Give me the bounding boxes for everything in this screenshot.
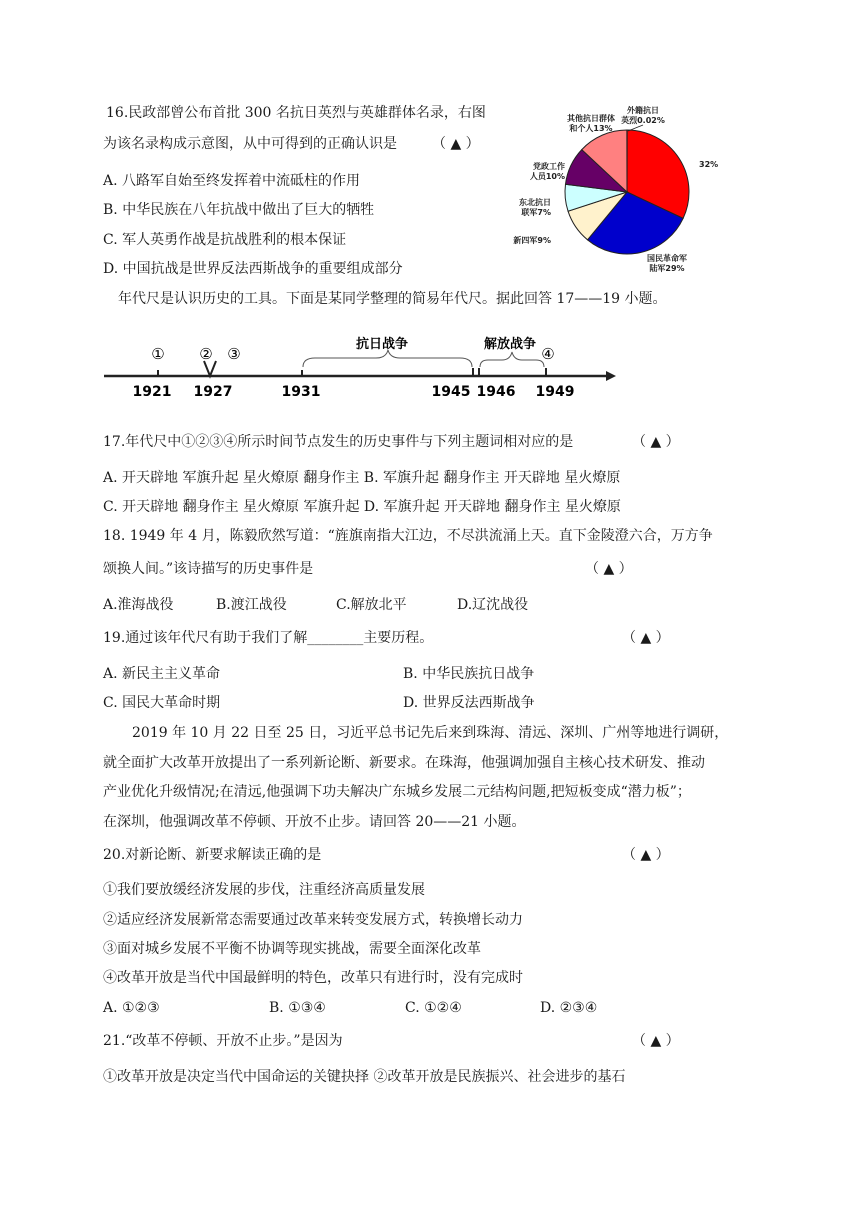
- marker-3: ③: [227, 345, 241, 363]
- q18-option-b: B.渡江战役: [216, 597, 287, 613]
- q20-option-c: C. ①②④: [405, 1000, 462, 1016]
- q16-option-a: A. 八路军自始至终发挥着中流砥柱的作用: [103, 173, 361, 189]
- q20-item-3: ③面对城乡发展不平衡不协调等现实挑战，需要全面深化改革: [103, 941, 481, 957]
- q20-item-1: ①我们要放缓经济发展的步伐，注重经济高质量发展: [103, 882, 425, 898]
- year-1927: 1927: [193, 384, 233, 400]
- q17-stem: 17.年代尺中①②③④所示时间节点发生的历史事件与下列主题词相对应的是: [103, 434, 574, 450]
- pie-label-5: 党政工作人员10%: [529, 162, 565, 181]
- q18-option-d: D.辽沈战役: [457, 597, 529, 613]
- year-1949: 1949: [535, 384, 575, 400]
- q16-stem-line2: 为该名录构成示意图，从中可得到的正确认识是: [103, 136, 397, 152]
- q19-option-a: A. 新民主主义革命: [103, 666, 221, 682]
- intro-20-21-line1: 2019 年 10 月 22 日至 25 日，习近平总书记先后来到珠海、清远、深圳、广州等地进行调研，: [132, 725, 729, 741]
- q21-answer-blank: （ ▲ ）: [632, 1033, 680, 1049]
- q20-item-4: ④改革开放是当代中国最鲜明的特色，改革只有进行时，没有完成时: [103, 970, 523, 986]
- roster-pie-chart: [505, 95, 720, 275]
- intro-20-21-line2: 就全面扩大改革开放提出了一系列新论断、新要求。在珠海，他强调加强自主核心技术研发、推动: [103, 755, 705, 771]
- pie-label-2: 国民革命军陆军29%: [647, 254, 687, 273]
- q17-answer-blank: （ ▲ ）: [632, 434, 680, 450]
- q20-answer-blank: （ ▲ ）: [622, 847, 670, 863]
- tick-1927-v: [204, 361, 216, 376]
- intro-20-21-line4: 在深圳，他强调改革不停顿、开放不止步。请回答 20——21 小题。: [103, 814, 526, 830]
- q18-answer-blank: （ ▲ ）: [585, 561, 633, 577]
- pie-label-3: 新四军9%: [513, 236, 551, 245]
- q18-stem-line2: 颂换人间。”该诗描写的历史事件是: [103, 561, 314, 577]
- q19-stem: 19.通过该年代尺有助于我们了解________主要历程。: [103, 630, 434, 646]
- q16-option-b: B. 中华民族在八年抗战中做出了巨大的牺牲: [103, 202, 375, 218]
- pie-label-7: 外籍抗日英烈0.02%: [621, 106, 665, 125]
- q17-options-row1: A. 开天辟地 军旗升起 星火燎原 翻身作主 B. 军旗升起 翻身作主 开天辟地 星火燎原: [103, 470, 621, 486]
- q20-item-2: ②适应经济发展新常态需要通过改革来转变发展方式，转换增长动力: [103, 912, 523, 928]
- q17-options-row2: C. 开天辟地 翻身作主 星火燎原 军旗升起 D. 军旗升起 开天辟地 翻身作主 星火燎原: [103, 499, 621, 515]
- pie-label-1: 32%: [699, 160, 719, 169]
- q21-stem: 21.“改革不停顿、开放不止步。”是因为: [103, 1033, 343, 1049]
- year-1921: 1921: [132, 384, 172, 400]
- timeline-ruler: [100, 330, 620, 402]
- q18-option-a: A.淮海战役: [103, 597, 174, 613]
- brace-anti-japanese: [303, 350, 472, 367]
- year-1945: 1945: [431, 384, 471, 400]
- intro-17-19: 年代尺是认识历史的工具。下面是某同学整理的简易年代尺。据此回答 17——19 小题。: [118, 291, 667, 307]
- brace-label-anti-japanese: 抗日战争: [355, 337, 409, 352]
- q19-option-c: C. 国民大革命时期: [103, 695, 221, 711]
- brace-liberation: [480, 352, 544, 367]
- q19-option-b: B. 中华民族抗日战争: [403, 666, 535, 682]
- intro-20-21-line3: 产业优化升级情况;在清远,他强调下功夫解决广东城乡发展二元结构问题,把短板变成“潜力板”；: [103, 784, 691, 800]
- q19-answer-blank: （ ▲ ）: [622, 630, 670, 646]
- brace-label-liberation: 解放战争: [483, 337, 537, 352]
- q18-option-c: C.解放北平: [336, 597, 407, 613]
- marker-4: ④: [541, 345, 555, 363]
- q21-items: ①改革开放是决定当代中国命运的关键抉择 ②改革开放是民族振兴、社会进步的基石: [103, 1069, 626, 1085]
- q20-option-d: D. ②③④: [540, 1000, 598, 1016]
- q20-option-a: A. ①②③: [103, 1000, 160, 1016]
- year-1946: 1946: [476, 384, 516, 400]
- q16-stem-line1: 16.民政部曾公布首批 300 名抗日英烈与英雄群体名录，右图: [106, 105, 486, 121]
- q18-stem-line1: 18. 1949 年 4 月，陈毅欣然写道：“旌旗南指大江边，不尽洪流涌上天。直下金陵澄六合，万方争: [103, 528, 713, 544]
- pie-label-4: 东北抗日联军7%: [519, 198, 551, 217]
- q16-option-d: D. 中国抗战是世界反法西斯战争的重要组成部分: [103, 261, 403, 277]
- q16-answer-blank: （ ▲ ）: [432, 136, 480, 152]
- q20-stem: 20.对新论断、新要求解读正确的是: [103, 847, 322, 863]
- pie-label-6: 其他抗日群体和个人13%: [567, 114, 615, 133]
- q16-option-c: C. 军人英勇作战是抗战胜利的根本保证: [103, 232, 347, 248]
- year-1931: 1931: [281, 384, 321, 400]
- q19-option-d: D. 世界反法西斯战争: [403, 695, 535, 711]
- q20-option-b: B. ①③④: [269, 1000, 326, 1016]
- marker-2: ②: [199, 345, 213, 363]
- marker-1: ①: [151, 345, 165, 363]
- timeline-arrow: [606, 371, 616, 381]
